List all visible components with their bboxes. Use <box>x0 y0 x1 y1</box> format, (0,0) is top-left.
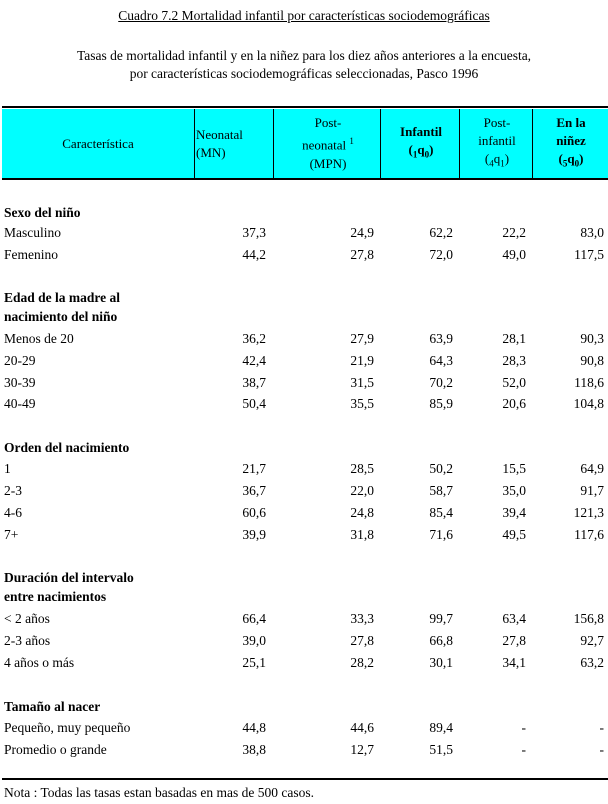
cell-en-la-ninez: 121,3 <box>573 505 604 520</box>
cell-infantil: 99,7 <box>429 611 453 626</box>
cell-infantil: 51,5 <box>429 742 453 757</box>
row-label: 2-3 años <box>4 633 51 648</box>
row-label: 7+ <box>4 527 19 542</box>
header-divider <box>194 109 195 178</box>
header-divider <box>380 109 381 178</box>
cell-infantil: 30,1 <box>429 655 453 670</box>
cell-post-infantil: 15,5 <box>502 461 526 476</box>
header-post-infantil: Post- infantil $(_4q_1)$ <box>478 115 516 169</box>
table-row <box>0 630 608 652</box>
row-label: 40-49 <box>4 396 36 411</box>
header-caracteristica: Característica <box>62 135 134 151</box>
table-header <box>2 109 608 178</box>
cell-en-la-ninez: 104,8 <box>573 396 604 411</box>
cell-post-neonatal: 31,8 <box>350 527 374 542</box>
table-title: Cuadro 7.2 Mortalidad infantil por características sociodemográficas <box>118 8 490 23</box>
cell-infantil: 50,2 <box>429 461 453 476</box>
cell-post-neonatal: 12,7 <box>350 742 374 757</box>
cell-post-neonatal: 24,8 <box>350 505 374 520</box>
cell-post-neonatal: 27,8 <box>350 633 374 648</box>
subtitle-line-2: por características sociodemográficas seleccionadas, Pasco 1996 <box>129 66 479 81</box>
cell-neonatal: 50,4 <box>242 396 266 411</box>
cell-en-la-ninez: - <box>599 742 604 757</box>
cell-post-neonatal: 28,5 <box>350 461 374 476</box>
section-title: Sexo del niño <box>4 205 81 220</box>
row-label: 2-3 <box>4 483 22 498</box>
cell-infantil: 62,2 <box>429 225 453 240</box>
cell-neonatal: 36,2 <box>242 331 266 346</box>
header-divider <box>459 109 460 178</box>
table-row <box>0 480 608 502</box>
cell-en-la-ninez: 117,5 <box>574 247 604 262</box>
table-row <box>0 608 608 630</box>
cell-en-la-ninez: - <box>599 720 604 735</box>
cell-en-la-ninez: 92,7 <box>580 633 604 648</box>
subtitle-line-1: Tasas de mortalidad infantil y en la niñez para los diez años anteriores a la encuesta, <box>76 48 532 63</box>
cell-infantil: 72,0 <box>429 247 453 262</box>
table-row <box>0 652 608 674</box>
row-label: Femenino <box>4 247 58 262</box>
cell-neonatal: 21,7 <box>242 461 266 476</box>
table-row <box>0 328 608 350</box>
table-note: Nota : Todas las tasas estan basadas en mas de 500 casos. <box>4 785 314 800</box>
cell-en-la-ninez: 156,8 <box>573 611 604 626</box>
table-row <box>0 502 608 524</box>
cell-en-la-ninez: 117,6 <box>574 527 604 542</box>
cell-post-infantil: 34,1 <box>502 655 526 670</box>
cell-neonatal: 25,1 <box>242 655 266 670</box>
cell-post-neonatal: 33,3 <box>350 611 374 626</box>
cell-neonatal: 42,4 <box>242 353 266 368</box>
cell-post-neonatal: 31,5 <box>350 375 374 390</box>
header-divider <box>273 109 274 178</box>
cell-post-infantil: 20,6 <box>502 396 526 411</box>
row-label: Promedio o grande <box>4 742 107 757</box>
cell-post-infantil: 27,8 <box>502 633 526 648</box>
row-label: Menos de 20 <box>4 331 74 346</box>
header-top-rule <box>2 106 608 108</box>
cell-neonatal: 38,8 <box>242 742 266 757</box>
cell-post-infantil: - <box>521 742 526 757</box>
header-en-la-ninez: En la niñez $(_5q_0)$ <box>556 115 586 169</box>
cell-neonatal: 36,7 <box>242 483 266 498</box>
cell-post-neonatal: 44,6 <box>350 720 374 735</box>
section-title: Edad de la madre al nacimiento del niño <box>4 290 121 324</box>
cell-post-infantil: 35,0 <box>502 483 526 498</box>
cell-infantil: 85,4 <box>429 505 453 520</box>
row-label: < 2 años <box>4 611 50 626</box>
cell-post-infantil: 28,1 <box>502 331 526 346</box>
table-row <box>0 372 608 394</box>
cell-post-infantil: 63,4 <box>502 611 526 626</box>
cell-infantil: 85,9 <box>429 396 453 411</box>
header-bottom-rule <box>2 178 608 180</box>
cell-post-neonatal: 28,2 <box>350 655 374 670</box>
cell-neonatal: 37,3 <box>242 225 266 240</box>
cell-en-la-ninez: 63,2 <box>580 655 604 670</box>
cell-post-infantil: - <box>521 720 526 735</box>
table-row <box>0 350 608 372</box>
section-title: Duración del intervalo entre nacimientos <box>4 570 134 604</box>
cell-neonatal: 39,0 <box>242 633 266 648</box>
header-neonatal: Neonatal (MN) <box>196 126 243 160</box>
cell-infantil: 66,8 <box>429 633 453 648</box>
cell-en-la-ninez: 91,7 <box>580 483 604 498</box>
cell-post-neonatal: 24,9 <box>350 225 374 240</box>
cell-infantil: 89,4 <box>429 720 453 735</box>
table-row <box>0 739 608 761</box>
table-row <box>0 222 608 244</box>
cell-post-neonatal: 35,5 <box>350 396 374 411</box>
cell-post-infantil: 52,0 <box>502 375 526 390</box>
row-label: Pequeño, muy pequeño <box>4 720 131 735</box>
row-label: 4-6 <box>4 505 22 520</box>
section-title: Tamaño al nacer <box>4 699 101 714</box>
row-label: 1 <box>4 461 11 476</box>
section-title: Orden del nacimiento <box>4 440 130 455</box>
cell-en-la-ninez: 83,0 <box>580 225 604 240</box>
cell-en-la-ninez: 90,3 <box>580 331 604 346</box>
table-row <box>0 393 608 415</box>
cell-post-infantil: 22,2 <box>502 225 526 240</box>
table-row <box>0 458 608 480</box>
cell-post-infantil: 39,4 <box>502 505 526 520</box>
header-divider <box>532 109 533 178</box>
row-label: 30-39 <box>4 375 36 390</box>
cell-post-neonatal: 22,0 <box>350 483 374 498</box>
cell-neonatal: 44,8 <box>242 720 266 735</box>
header-post-neonatal: Post- neonatal $^1$ (MPN) <box>302 115 354 171</box>
cell-post-infantil: 28,3 <box>502 353 526 368</box>
cell-infantil: 70,2 <box>429 375 453 390</box>
cell-neonatal: 60,6 <box>242 505 266 520</box>
cell-post-neonatal: 27,8 <box>350 247 374 262</box>
cell-en-la-ninez: 90,8 <box>580 353 604 368</box>
cell-infantil: 58,7 <box>429 483 453 498</box>
cell-infantil: 64,3 <box>429 353 453 368</box>
cell-post-infantil: 49,5 <box>502 527 526 542</box>
cell-neonatal: 66,4 <box>242 611 266 626</box>
table-row <box>0 524 608 546</box>
cell-post-neonatal: 27,9 <box>350 331 374 346</box>
table-row <box>0 244 608 266</box>
cell-en-la-ninez: 118,6 <box>574 375 604 390</box>
row-label: Masculino <box>4 225 61 240</box>
cell-en-la-ninez: 64,9 <box>580 461 604 476</box>
table-bottom-rule <box>2 778 608 780</box>
cell-neonatal: 38,7 <box>242 375 266 390</box>
cell-neonatal: 39,9 <box>242 527 266 542</box>
cell-neonatal: 44,2 <box>242 247 266 262</box>
cell-infantil: 71,6 <box>429 527 453 542</box>
cell-post-neonatal: 21,9 <box>350 353 374 368</box>
row-label: 20-29 <box>4 353 36 368</box>
cell-post-infantil: 49,0 <box>502 247 526 262</box>
cell-infantil: 63,9 <box>429 331 453 346</box>
table-row <box>0 717 608 739</box>
header-infantil: Infantil $(_1q_0)$ <box>400 124 442 160</box>
row-label: 4 años o más <box>4 655 75 670</box>
